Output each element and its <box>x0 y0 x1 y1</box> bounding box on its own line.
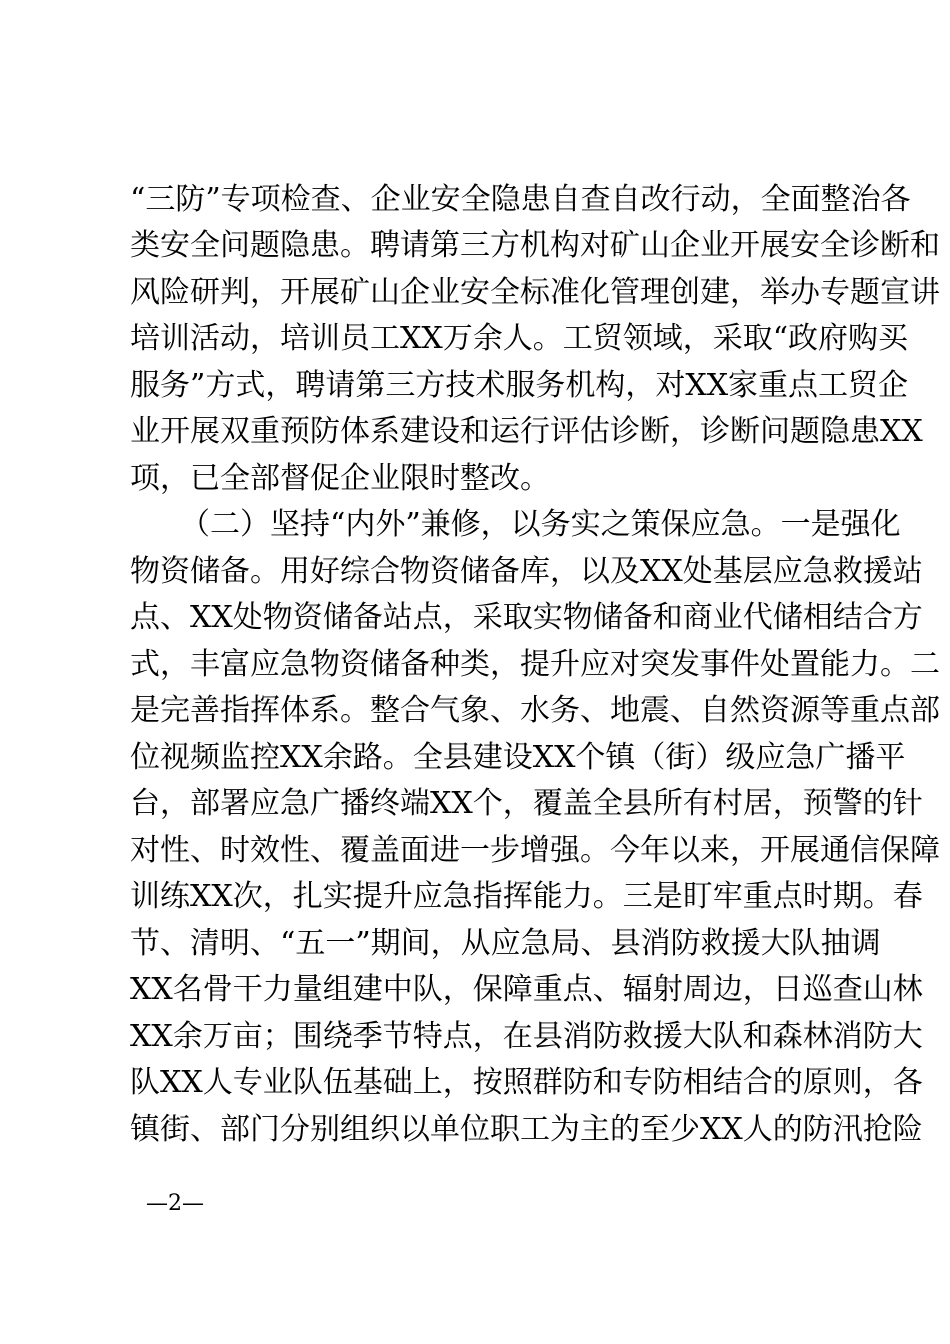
text-line: “三防”专项检查、企业安全隐患自查自改行动，全面整治各 <box>130 182 911 217</box>
text-line: 类安全问题隐患。聘请第三方机构对矿山企业开展安全诊断和 <box>130 228 940 263</box>
text-line: 节、清明、“五一”期间，从应急局、县消防救援大队抽调 <box>130 926 881 961</box>
text-line: 是完善指挥体系。整合气象、水务、地震、自然资源等重点部 <box>130 693 940 728</box>
text-line: XX名骨干力量组建中队，保障重点、辐射周边，日巡查山林 <box>130 972 923 1007</box>
text-line: （二）坚持“内外”兼修，以务实之策保应急。一是强化 <box>180 507 901 542</box>
text-line: 镇街、部门分别组织以单位职工为主的至少XX人的防汛抢险 <box>130 1112 923 1147</box>
text-line: 队XX人专业队伍基础上，按照群防和专防相结合的原则，各 <box>130 1065 923 1100</box>
text-line: 服务”方式，聘请第三方技术服务机构，对XX家重点工贸企 <box>130 368 909 403</box>
text-line: 对性、时效性、覆盖面进一步增强。今年以来，开展通信保障 <box>130 833 940 868</box>
text-line: 点、XX处物资储备站点，采取实物储备和商业代储相结合方 <box>130 600 923 635</box>
page-number: —2— <box>146 1191 204 1216</box>
text-line: 位视频监控XX余路。全县建设XX个镇（街）级应急广播平 <box>130 740 906 775</box>
text-line: 物资储备。用好综合物资储备库，以及XX处基层应急救援站 <box>130 554 923 589</box>
text-line: 台，部署应急广播终端XX个，覆盖全县所有村居，预警的针 <box>130 786 923 821</box>
text-line: 项，已全部督促企业限时整改。 <box>130 461 550 496</box>
text-line: 风险研判，开展矿山企业安全标准化管理创建，举办专题宣讲 <box>130 275 940 310</box>
text-line: XX余万亩；围绕季节特点，在县消防救援大队和森林消防大 <box>130 1019 923 1054</box>
text-line: 培训活动，培训员工XX万余人。工贸领域，采取“政府购买 <box>130 321 909 356</box>
text-line: 训练XX次，扎实提升应急指挥能力。三是盯牢重点时期。春 <box>130 879 923 914</box>
text-line: 业开展双重预防体系建设和运行评估诊断，诊断问题隐患XX <box>130 414 923 449</box>
text-line: 式，丰富应急物资储备种类，提升应对突发事件处置能力。二 <box>130 647 940 682</box>
